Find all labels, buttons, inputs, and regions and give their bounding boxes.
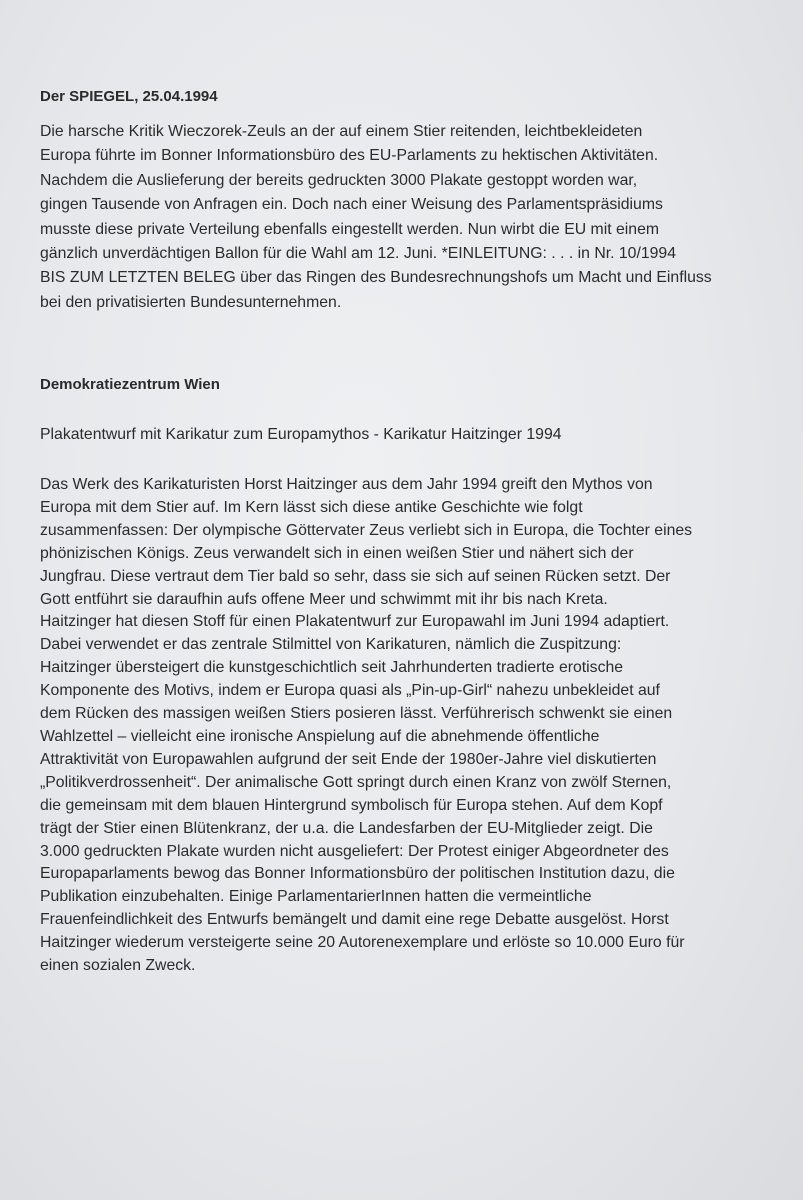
paragraph-line: Haitzinger hat diesen Stoff für einen Plakatentwurf zur Europawahl im Juni 1994 adaptiert. <box>40 613 670 631</box>
paragraph-line: Gott entführt sie daraufhin aufs offene Meer und schwimmt mit ihr bis nach Kreta. <box>40 590 608 608</box>
paragraph-line: zusammenfassen: Der olympische Göttervater Zeus verliebt sich in Europa, die Tochter eines <box>40 521 693 539</box>
paragraph-line: Europa mit dem Stier auf. Im Kern lässt sich diese antike Geschichte wie folgt <box>40 498 583 516</box>
paragraph-line: Attraktivität von Europawahlen aufgrund der seit Ende der 1980er-Jahre viel diskutierten <box>40 750 657 768</box>
paragraph-line: „Politikverdrossenheit“. Der animalische Gott springt durch einen Kranz von zwölf Sternen, <box>40 773 672 791</box>
paragraph-line: einen sozialen Zweck. <box>40 957 196 975</box>
section-heading-spiegel: Der SPIEGEL, 25.04.1994 <box>40 88 218 105</box>
paragraph-line: gänzlich unverdächtigen Ballon für die Wahl am 12. Juni. *EINLEITUNG: . . . in Nr. 10/1994 <box>40 245 677 263</box>
paragraph-line: Dabei verwendet er das zentrale Stilmittel von Karikaturen, nämlich die Zuspitzung: <box>40 636 622 654</box>
paragraph-line: Europaparlaments bewog das Bonner Informationsbüro der politischen Institution dazu, die <box>40 865 675 883</box>
paragraph-line: trägt der Stier einen Blütenkranz, der u.a. die Landesfarben der EU-Mitglieder zeigt. Die <box>40 819 653 837</box>
paragraph-line: gingen Tausende von Anfragen ein. Doch nach einer Weisung des Parlamentspräsidiums <box>40 196 663 214</box>
paragraph-line: 3.000 gedruckten Plakate wurden nicht ausgeliefert: Der Protest einiger Abgeordneter des <box>40 842 669 860</box>
paragraph-line: dem Rücken des massigen weißen Stiers posieren lässt. Verführerisch schwenkt sie einen <box>40 705 673 723</box>
spiegel-paragraph <box>40 120 712 315</box>
section-subtitle: Plakatentwurf mit Karikatur zum Europamythos - Karikatur Haitzinger 1994 <box>40 426 562 443</box>
paragraph-line: musste diese private Verteilung ebenfalls eingestellt werden. Nun wirbt die EU mit einem <box>40 220 660 238</box>
paragraph-line: Das Werk des Karikaturisten Horst Haitzinger aus dem Jahr 1994 greift den Mythos von <box>40 476 653 493</box>
paragraph-line: Haitzinger übersteigert die kunstgeschichtlich seit Jahrhunderten tradierte erotische <box>40 659 624 677</box>
paragraph-line: Die harsche Kritik Wieczorek-Zeuls an der auf einem Stier reitenden, leichtbekleideten <box>40 123 643 140</box>
section-heading-demokratiezentrum: Demokratiezentrum Wien <box>40 376 220 393</box>
paragraph-line: Frauenfeindlichkeit des Entwurfs bemängelt und damit eine rege Debatte ausgelöst. Horst <box>40 911 669 929</box>
paragraph-line: Haitzinger wiederum versteigerte seine 20 Autorenexemplare und erlöste so 10.000 Euro für <box>40 934 685 952</box>
demokratiezentrum-paragraph <box>40 474 692 978</box>
paragraph-line: Nachdem die Auslieferung der bereits gedruckten 3000 Plakate gestoppt worden war, <box>40 171 638 189</box>
paragraph-line: Jungfrau. Diese vertraut dem Tier bald so sehr, dass sie sich auf seinen Rücken setzt. Der <box>40 567 671 585</box>
paragraph-line: phönizischen Königs. Zeus verwandelt sich in einen weißen Stier und nähert sich der <box>40 544 634 562</box>
paragraph-line: BIS ZUM LETZTEN BELEG über das Ringen des Bundesrechnungshofs um Macht und Einfluss <box>40 269 712 287</box>
paragraph-line: bei den privatisierten Bundesunternehmen. <box>40 293 342 311</box>
paragraph-line: Wahlzettel – vielleicht eine ironische Anspielung auf die abnehmende öffentliche <box>40 727 600 745</box>
paragraph-line: Publikation einzubehalten. Einige ParlamentarierInnen hatten die vermeintliche <box>40 888 592 906</box>
paragraph-line: Komponente des Motivs, indem er Europa quasi als „Pin-up-Girl“ nahezu unbekleidet auf <box>40 682 660 700</box>
paragraph-line: Europa führte im Bonner Informationsbüro des EU-Parlaments zu hektischen Aktivitäten. <box>40 147 659 165</box>
paragraph-line: die gemeinsam mit dem blauen Hintergrund symbolisch für Europa stehen. Auf dem Kopf <box>40 796 663 814</box>
